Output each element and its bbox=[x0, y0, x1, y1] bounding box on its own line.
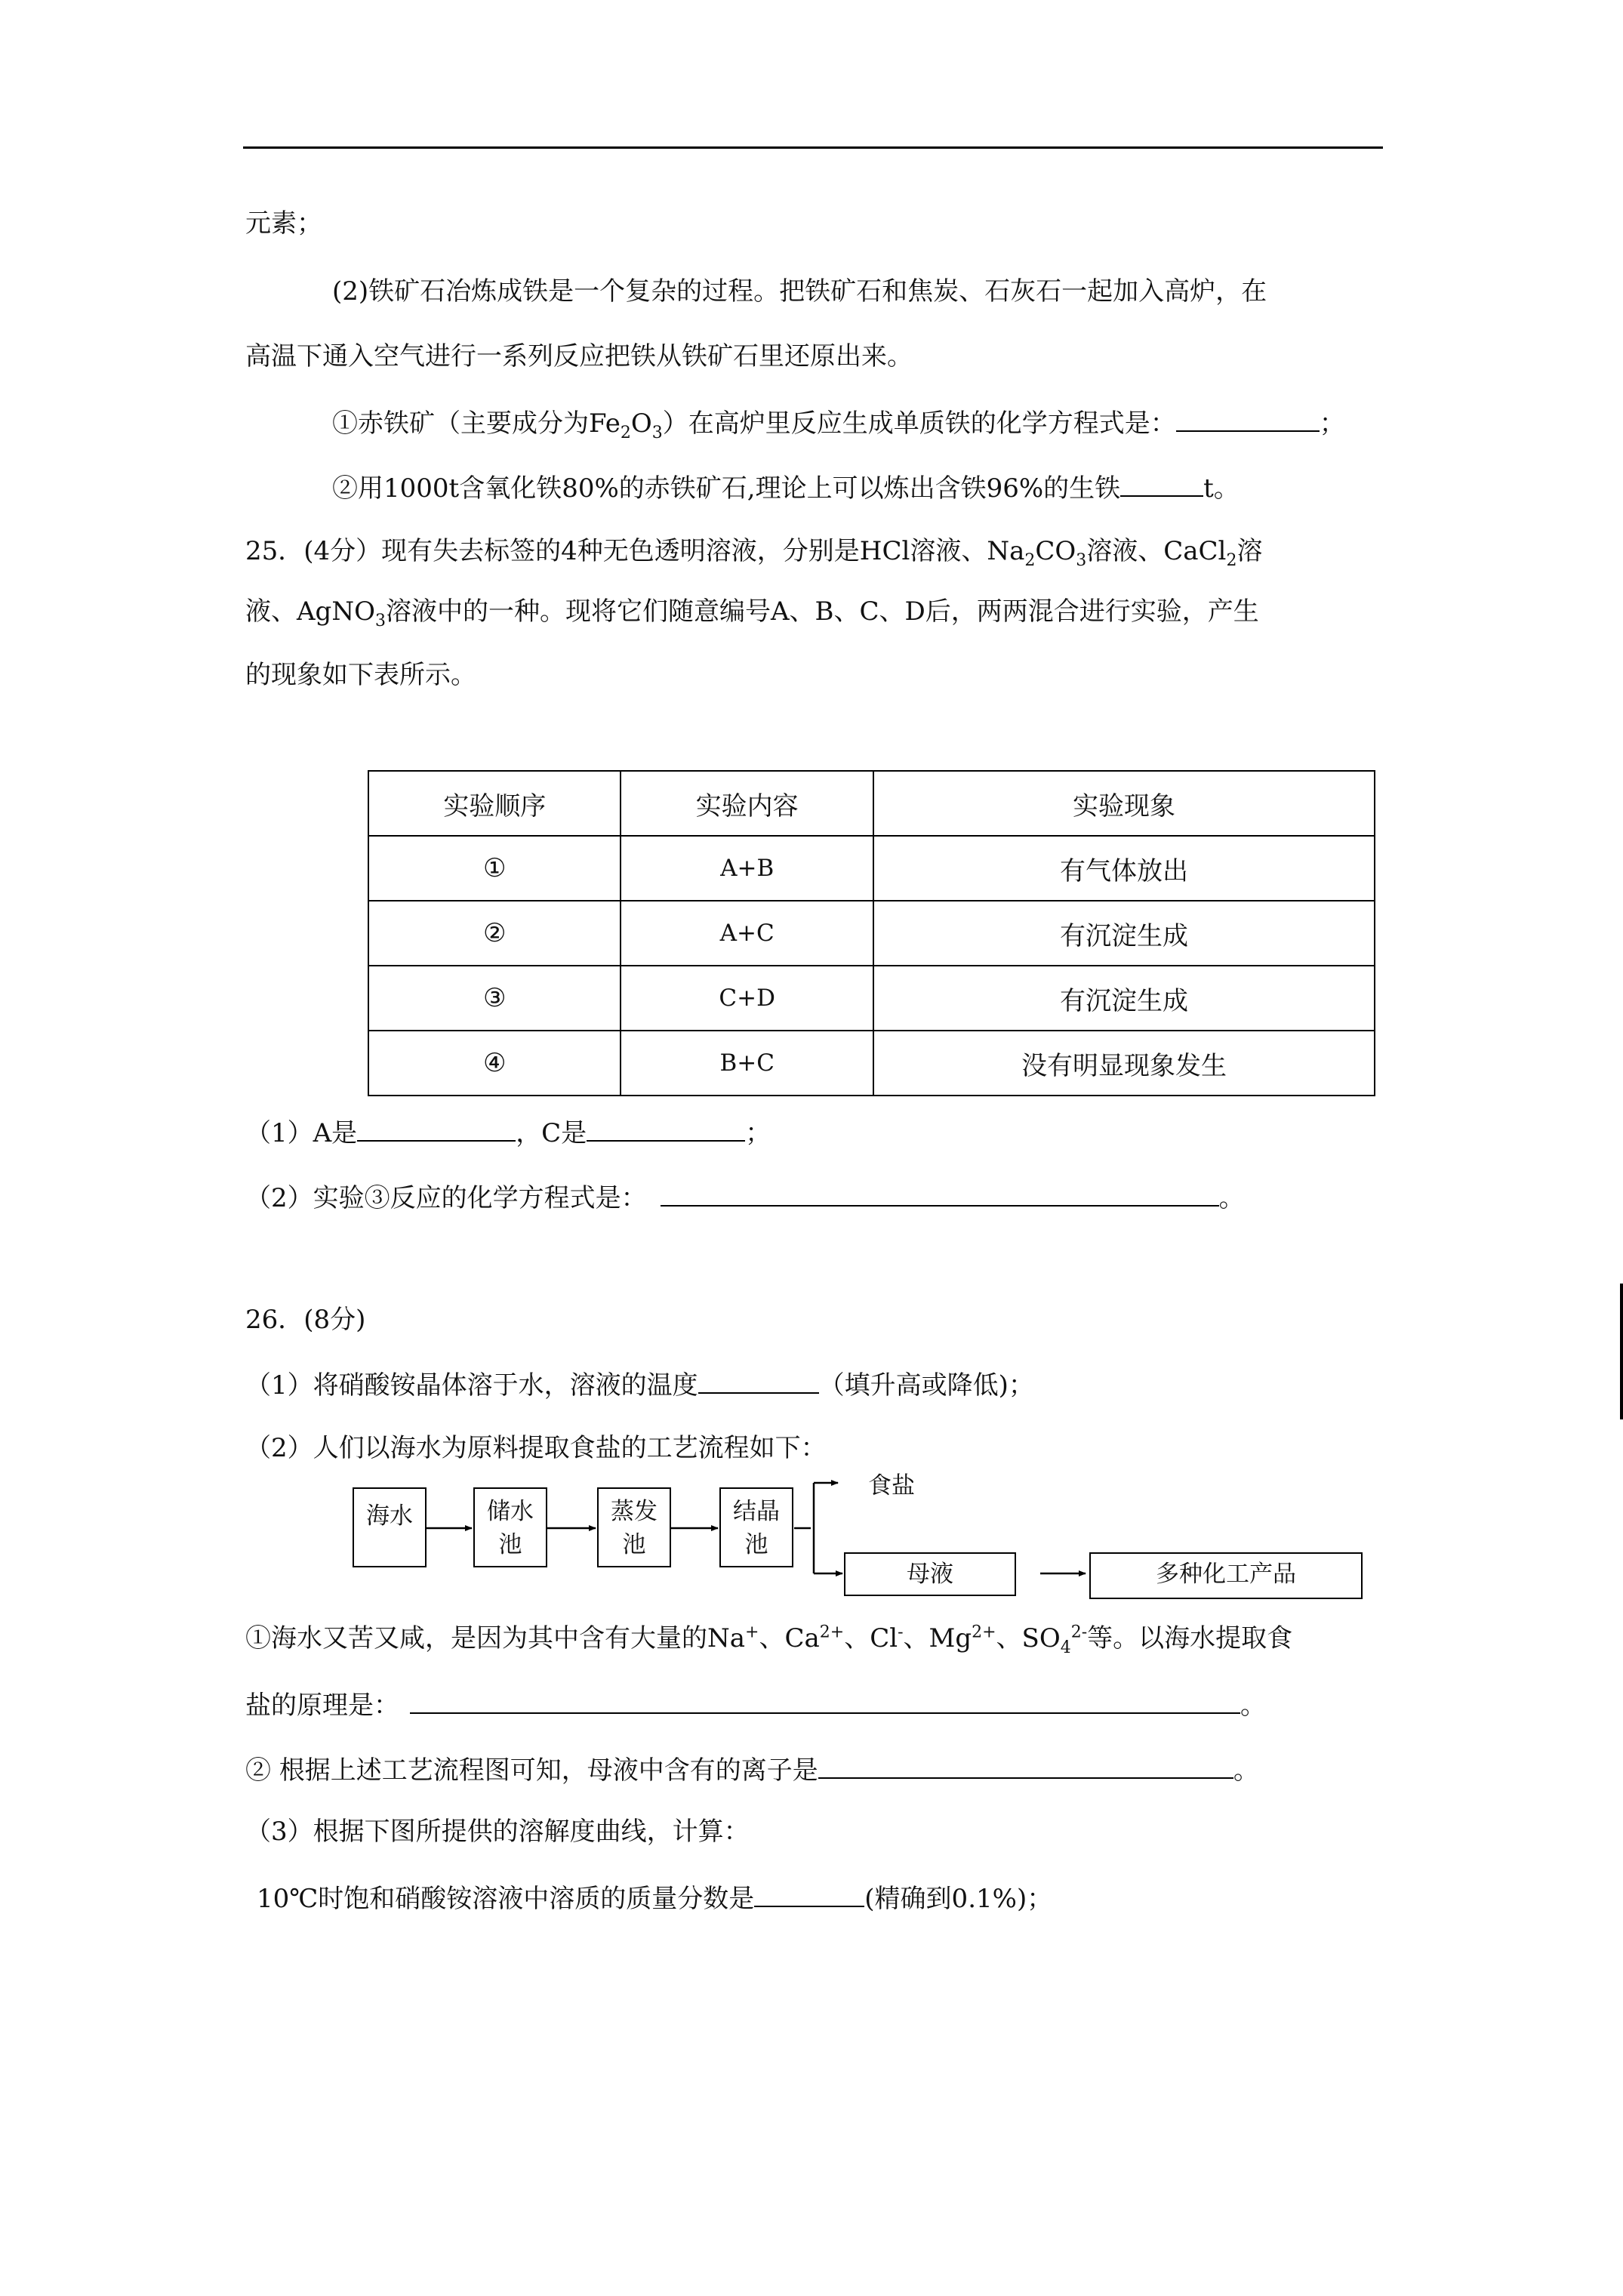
text-span: CO bbox=[1035, 536, 1076, 566]
text-line: 的现象如下表所示。 bbox=[245, 660, 476, 690]
subscript: 3 bbox=[651, 423, 663, 442]
text-span: 。 bbox=[1218, 1183, 1245, 1213]
text-span: 溶液中的一种。现将它们随意编号A、B、C、D后，两两混合进行实验，产生 bbox=[385, 596, 1259, 627]
text-span: 10℃时饱和硝酸铵溶液中溶质的质量分数是 bbox=[257, 1884, 755, 1914]
table-cell: 没有明显现象发生 bbox=[873, 1031, 1375, 1096]
table-cell: 有沉淀生成 bbox=[873, 901, 1375, 966]
superscript: + bbox=[745, 1623, 759, 1642]
text-span: 、Cl bbox=[844, 1623, 898, 1653]
page-edge-mark bbox=[1620, 1284, 1623, 1419]
text-line: 元素； bbox=[245, 208, 322, 239]
text-line: (2)铁矿石冶炼成铁是一个复杂的过程。把铁矿石和焦炭、石灰石一起加入高炉，在 bbox=[332, 276, 1267, 307]
text-span: ； bbox=[745, 1118, 771, 1148]
answer-blank[interactable] bbox=[410, 1687, 1240, 1714]
table-cell: ④ bbox=[368, 1031, 621, 1096]
flow-label: 海水 bbox=[366, 1502, 413, 1530]
flow-label: 池 bbox=[498, 1531, 522, 1558]
subscript: 4 bbox=[1060, 1638, 1071, 1657]
text-line bbox=[245, 1687, 1266, 1722]
table-cell: ② bbox=[368, 901, 621, 966]
text-span: 等。以海水提取食 bbox=[1087, 1623, 1293, 1653]
text-span: t。 bbox=[1203, 473, 1240, 504]
superscript: 2+ bbox=[819, 1623, 845, 1642]
question-26: 26．(8分) bbox=[245, 1305, 366, 1335]
superscript: 2- bbox=[1070, 1623, 1088, 1642]
text-span: 25．(4分）现有失去标签的4种无色透明溶液，分别是HCl溶液、Na bbox=[245, 536, 1025, 566]
flow-label: 储水 bbox=[487, 1498, 534, 1525]
flow-label: 蒸发 bbox=[611, 1498, 658, 1525]
flow-label-salt: 食盐 bbox=[868, 1472, 915, 1499]
text-span: 溶液、CaCl bbox=[1086, 536, 1227, 566]
table-cell: C+D bbox=[621, 966, 873, 1031]
flow-label: 池 bbox=[744, 1531, 768, 1558]
subscript: 3 bbox=[1076, 550, 1087, 570]
text-span: 。 bbox=[1233, 1755, 1259, 1786]
superscript: - bbox=[898, 1623, 904, 1642]
table-cell: 有沉淀生成 bbox=[873, 966, 1375, 1031]
text-span: ）在高炉里反应生成单质铁的化学方程式是： bbox=[662, 408, 1176, 439]
text-span: ； bbox=[1319, 408, 1345, 439]
text-span: （2）实验③反应的化学方程式是： bbox=[245, 1183, 647, 1213]
table-header: 实验现象 bbox=[873, 771, 1375, 836]
table-header: 实验顺序 bbox=[368, 771, 621, 836]
table-cell: ③ bbox=[368, 966, 621, 1031]
table-cell: 有气体放出 bbox=[873, 836, 1375, 901]
text-line: 高温下通入空气进行一系列反应把铁从铁矿石里还原出来。 bbox=[245, 341, 913, 371]
text-span: 盐的原理是： bbox=[245, 1690, 399, 1721]
text-span: 、Ca bbox=[759, 1623, 820, 1653]
table-cell: B+C bbox=[621, 1031, 873, 1096]
text-span: (精确到0.1%)； bbox=[864, 1884, 1053, 1914]
table-cell: A+C bbox=[621, 901, 873, 966]
table-cell: A+B bbox=[621, 836, 873, 901]
flow-label: 结晶 bbox=[733, 1498, 780, 1525]
text-line: （3）根据下图所提供的溶解度曲线，计算： bbox=[245, 1817, 750, 1847]
text-span: ①赤铁矿（主要成分为Fe bbox=[332, 408, 621, 439]
text-span: （填升高或降低)； bbox=[818, 1370, 1034, 1401]
text-span: （1）将硝酸铵晶体溶于水，溶液的温度 bbox=[245, 1370, 698, 1401]
text-span: （1）A是 bbox=[245, 1118, 358, 1148]
text-span: 液、AgNO bbox=[245, 596, 375, 627]
subscript: 2 bbox=[620, 423, 631, 442]
text-span: ，C是 bbox=[516, 1118, 587, 1148]
text-span: 、SO bbox=[996, 1623, 1061, 1653]
superscript: 2+ bbox=[972, 1623, 996, 1642]
flow-box-mother-liquor: 母液 bbox=[844, 1552, 1016, 1596]
text-span: 溶 bbox=[1236, 536, 1263, 566]
table-cell: ① bbox=[368, 836, 621, 901]
table-header: 实验内容 bbox=[621, 771, 873, 836]
text-line bbox=[245, 1622, 1292, 1655]
text-line bbox=[257, 1880, 1052, 1915]
text-span: ②用1000t含氧化铁80%的赤铁矿石,理论上可以炼出含铁96%的生铁 bbox=[332, 473, 1121, 504]
text-line: （2）人们以海水为原料提取食盐的工艺流程如下： bbox=[245, 1433, 827, 1463]
text-line bbox=[245, 1752, 1259, 1787]
text-span: 。 bbox=[1240, 1690, 1266, 1721]
text-span: O bbox=[630, 408, 652, 439]
text-span: 、Mg bbox=[903, 1623, 972, 1653]
text-span: ② 根据上述工艺流程图可知，母液中含有的离子是 bbox=[245, 1755, 818, 1786]
subscript: 2 bbox=[1024, 550, 1036, 570]
subscript: 3 bbox=[374, 611, 386, 630]
flow-label: 池 bbox=[622, 1531, 646, 1558]
flow-box-chemical-products: 多种化工产品 bbox=[1089, 1552, 1363, 1599]
answer-blank[interactable] bbox=[754, 1880, 864, 1907]
subscript: 2 bbox=[1226, 550, 1237, 570]
answer-blank[interactable] bbox=[818, 1752, 1233, 1779]
text-span: ①海水又苦又咸，是因为其中含有大量的Na bbox=[245, 1623, 746, 1653]
